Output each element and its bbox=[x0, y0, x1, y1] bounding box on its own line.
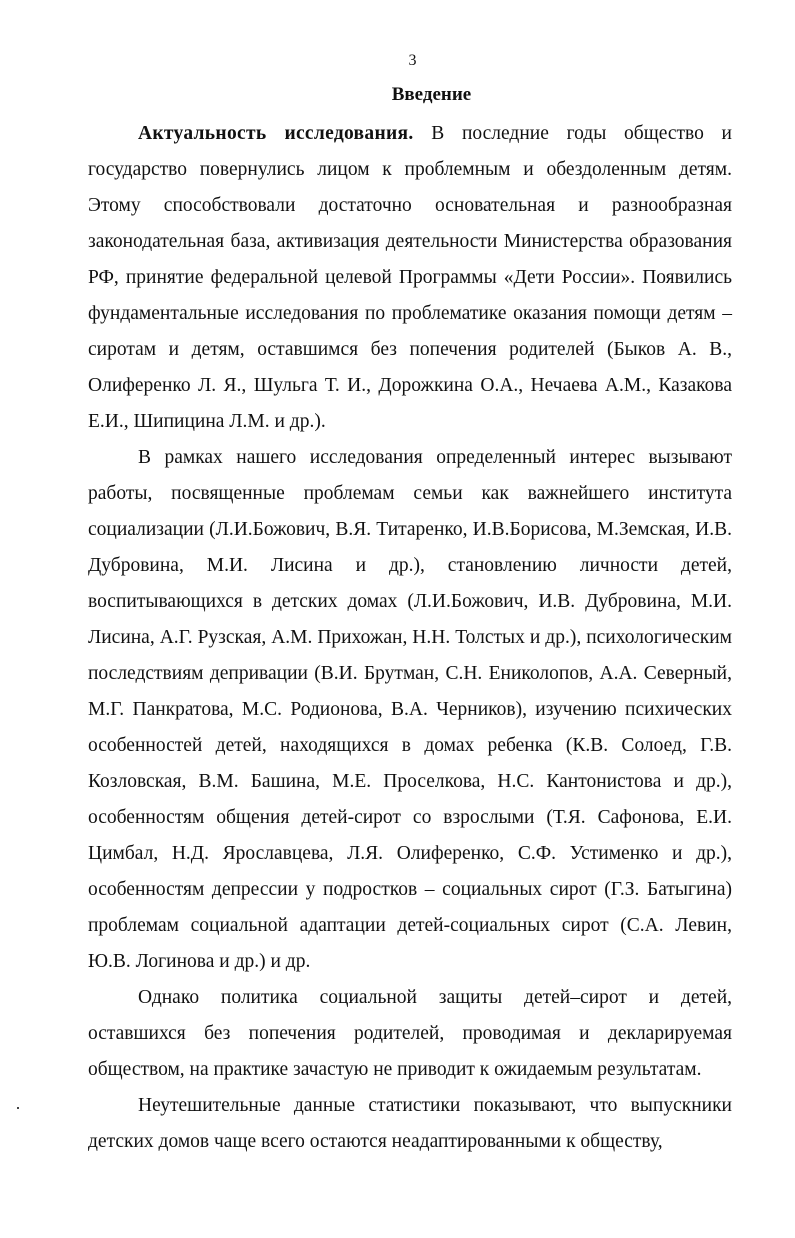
section-heading: Введение bbox=[391, 84, 472, 105]
paragraph-text: В рамках нашего исследования определенный интерес вызывают работы, посвященные проблемам семьи как важнейшего института социализации (Л.И.Божович, В.Я. Титаренко, И.В.Борисова, М.Земская, И.В. Дубровина, М.И. Лисина и др.), становлению личности детей, воспитывающихся в детских домах (Л.И.Божович, И.В. Дубровина, М.И. Лисина, А.Г. Рузская, А.М. Прихожан, Н.Н. Толстых и др.), психологическим последствиям депривации (В.И. Брутман, С.Н. Ениколопов, А.А. Северный, М.Г. Панкратова, М.С. Родионова, В.А. Черников), изучению психических особенностей детей, находящихся в домах ребенка (К.В. Солоед, Г.В. Козловская, В.М. Башина, М.Е. Проселкова, Н.С. Кантонистова и др.), особенностям общения детей-сирот со взрослыми (Т.Я. Сафонова, Е.И. Цимбал, Н.Д. Ярославцева, Л.Я. Олиференко, С.Ф. Устименко и др.), особенностям депрессии у подростков – социальных сирот (Г.З. Батыгина) проблемам социальной адаптации детей-социальных сирот (С.А. Левин, Ю.В. Логинова и др.) и др. bbox=[88, 447, 732, 972]
paragraph-statistics bbox=[88, 1088, 732, 1160]
paragraph-text: Однако политика социальной защиты детей–сирот и детей, оставшихся без попечения родителей, проводимая и декларируемая обществом, на практике зачастую не приводит к ожидаемым результатам. bbox=[88, 987, 732, 1080]
paragraph-policy bbox=[88, 980, 732, 1088]
paragraph-text: Неутешительные данные статистики показывают, что выпускники детских домов чаще всего остаются неадаптированными к обществу, bbox=[88, 1095, 732, 1152]
paragraph-lead: Актуальность исследования. bbox=[138, 123, 414, 144]
scan-speck bbox=[17, 1107, 19, 1109]
paragraph-text: В последние годы общество и государство повернулись лицом к проблемным и обездоленным детям. Этому способствовали достаточно основательная и разнообразная законодательная база, активизация деятельности Министерства образования РФ, принятие федеральной целевой Программы «Дети России». Появились фундаментальные исследования по проблематике оказания помощи детям – сиротам и детям, оставшимся без попечения родителей (Быков А. В., Олиференко Л. Я., Шульга Т. И., Дорожкина О.А., Нечаева А.М., Казакова Е.И., Шипицина Л.М. и др.). bbox=[88, 123, 732, 432]
body-text bbox=[88, 116, 732, 1160]
paragraph-relevance bbox=[88, 116, 732, 440]
paragraph-research-context bbox=[88, 440, 732, 980]
page-number: 3 bbox=[408, 52, 417, 69]
